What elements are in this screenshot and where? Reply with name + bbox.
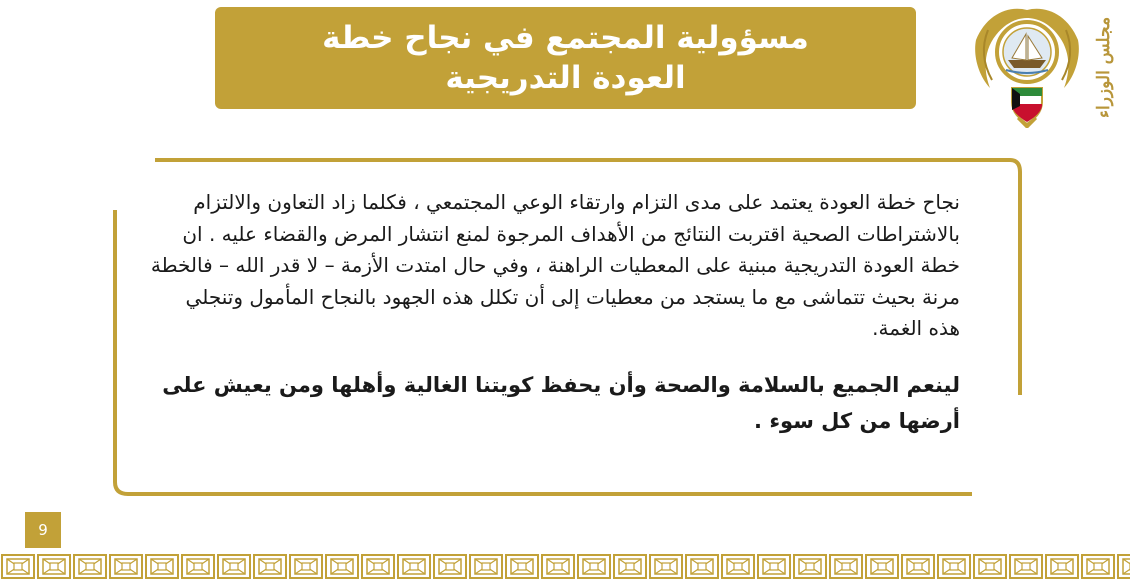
page-number-badge (25, 512, 61, 548)
content-area (150, 187, 960, 439)
geometric-border-pattern-icon (0, 553, 1130, 580)
closing-statement: لينعم الجميع بالسلامة والصحة وأن يحفظ كويتنا الغالية وأهلها ومن يعيش على أرضها من كل سوء . (162, 372, 960, 433)
title-banner (215, 7, 916, 109)
body-paragraph: نجاح خطة العودة يعتمد على مدى التزام وارتقاء الوعي المجتمعي ، فكلما زاد التعاون والالتزام بالاشتراطات الصحية اقتربت النتائج من الأهداف المرجوة لمنع انتشار المرض والقضاء عليه . ان خطة العودة التدريجية مبنية على المعطيات الراهنة ، وفي حال امتدت الأزمة – لا قدر الله – فالخطة مرنة بحيث تتماشى مع ما يستجد من معطيات إلى أن تكلل هذه الجهود بالنجاح المأمول وتنجلي هذه الغمة. (150, 190, 960, 340)
page-title-line-2: العودة التدريجية (445, 60, 686, 96)
page-number: 9 (38, 521, 48, 539)
kuwait-emblem-icon (968, 0, 1086, 128)
council-label: مجلس الوزراء (1094, 16, 1114, 119)
page-title-line-1: مسؤولية المجتمع في نجاح خطة (322, 20, 809, 56)
